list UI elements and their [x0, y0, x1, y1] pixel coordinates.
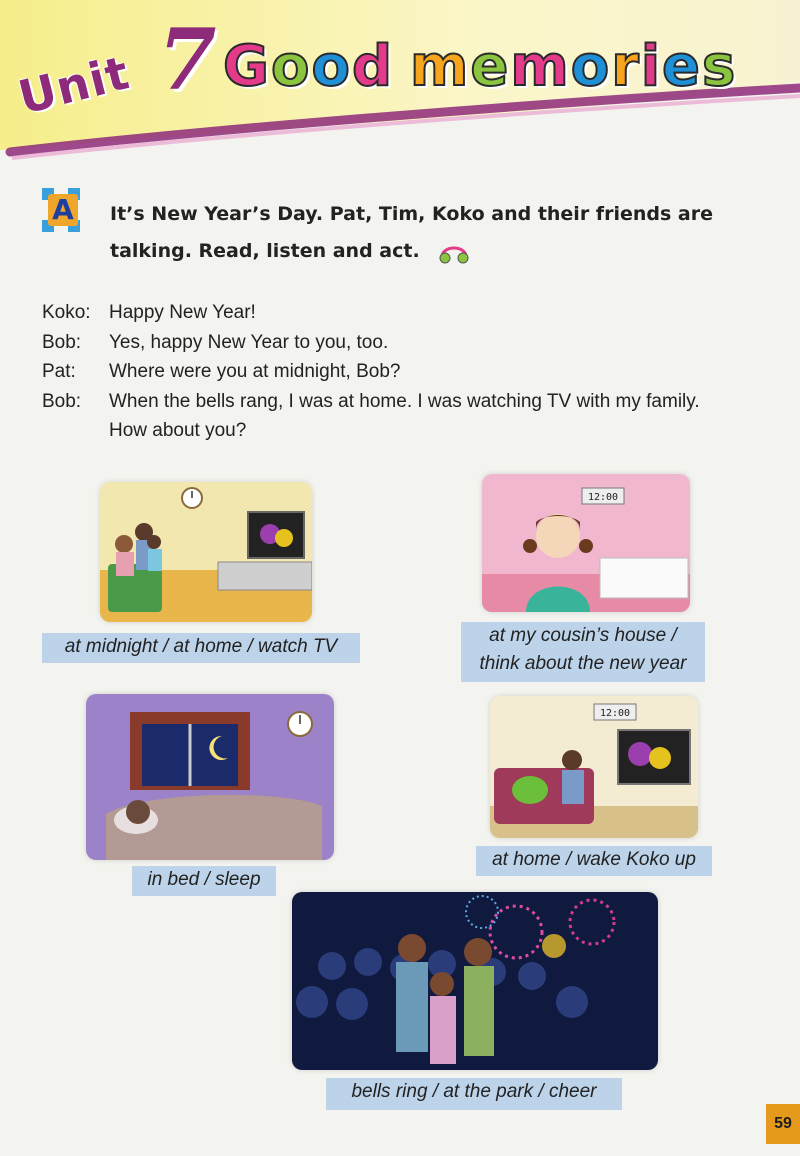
- speaker: [42, 416, 109, 446]
- picture-in-bed: [86, 694, 334, 860]
- speech: Happy New Year!: [109, 302, 256, 323]
- dialogue-line: [42, 298, 782, 328]
- section-badge: [42, 188, 82, 236]
- caption-line: at my cousin’s house /: [489, 625, 677, 646]
- caption-wake-koko: at home / wake Koko up: [476, 846, 712, 876]
- title-letter: o: [311, 34, 350, 99]
- digital-clock-text: 12:00: [599, 708, 631, 719]
- digital-clock-text: 12:00: [587, 492, 619, 503]
- title-letter: [393, 32, 409, 102]
- caption-cousins-house: [461, 622, 705, 682]
- speaker: Pat:: [42, 361, 76, 382]
- picture-cousins-house: [482, 474, 690, 612]
- instruction-line-1: It’s New Year’s Day. Pat, Tim, Koko and their friends are: [110, 203, 713, 225]
- title-letter: o: [270, 34, 310, 99]
- page-number: 59: [766, 1104, 800, 1144]
- picture-watch-tv: [100, 482, 312, 622]
- title-letter: s: [702, 34, 736, 99]
- title-letter: G: [223, 34, 269, 99]
- dialogue-line: [42, 387, 782, 417]
- picture-wake-koko: [490, 696, 698, 838]
- speech: Where were you at midnight, Bob?: [109, 361, 401, 382]
- instruction-line-2: talking. Read, listen and act.: [110, 240, 420, 262]
- caption-in-bed: in bed / sleep: [132, 866, 276, 896]
- caption-line: think about the new year: [479, 653, 687, 674]
- dialogue-line: [42, 328, 782, 358]
- title-letter: i: [640, 34, 661, 99]
- dialogue-line: [42, 357, 782, 387]
- speech: How about you?: [109, 420, 247, 441]
- picture-park-fireworks: [292, 892, 658, 1070]
- title-letter: e: [470, 34, 509, 99]
- title-letter: r: [611, 34, 639, 99]
- speaker: Bob:: [42, 390, 82, 412]
- caption-watch-tv: at midnight / at home / watch TV: [42, 633, 360, 663]
- unit-label: Unit: [13, 45, 135, 125]
- speech: When the bells rang, I was at home. I was watching TV with my family.: [109, 390, 700, 412]
- dialogue: [42, 298, 782, 446]
- unit-number: 7: [158, 10, 217, 109]
- title-letter: m: [510, 34, 569, 99]
- headphones-icon[interactable]: [438, 239, 470, 265]
- caption-park: bells ring / at the park / cheer: [326, 1078, 622, 1110]
- title-letter: m: [410, 34, 469, 99]
- speech: Yes, happy New Year to you, too.: [109, 331, 389, 353]
- section-letter: A: [48, 194, 78, 226]
- unit-title: [222, 32, 736, 102]
- title-letter: o: [570, 34, 610, 99]
- title-letter: e: [662, 34, 701, 99]
- speaker: Koko:: [42, 302, 91, 323]
- instructions: [110, 196, 750, 270]
- title-letter: d: [351, 34, 393, 99]
- speaker: Bob:: [42, 331, 82, 353]
- dialogue-line: [42, 416, 782, 446]
